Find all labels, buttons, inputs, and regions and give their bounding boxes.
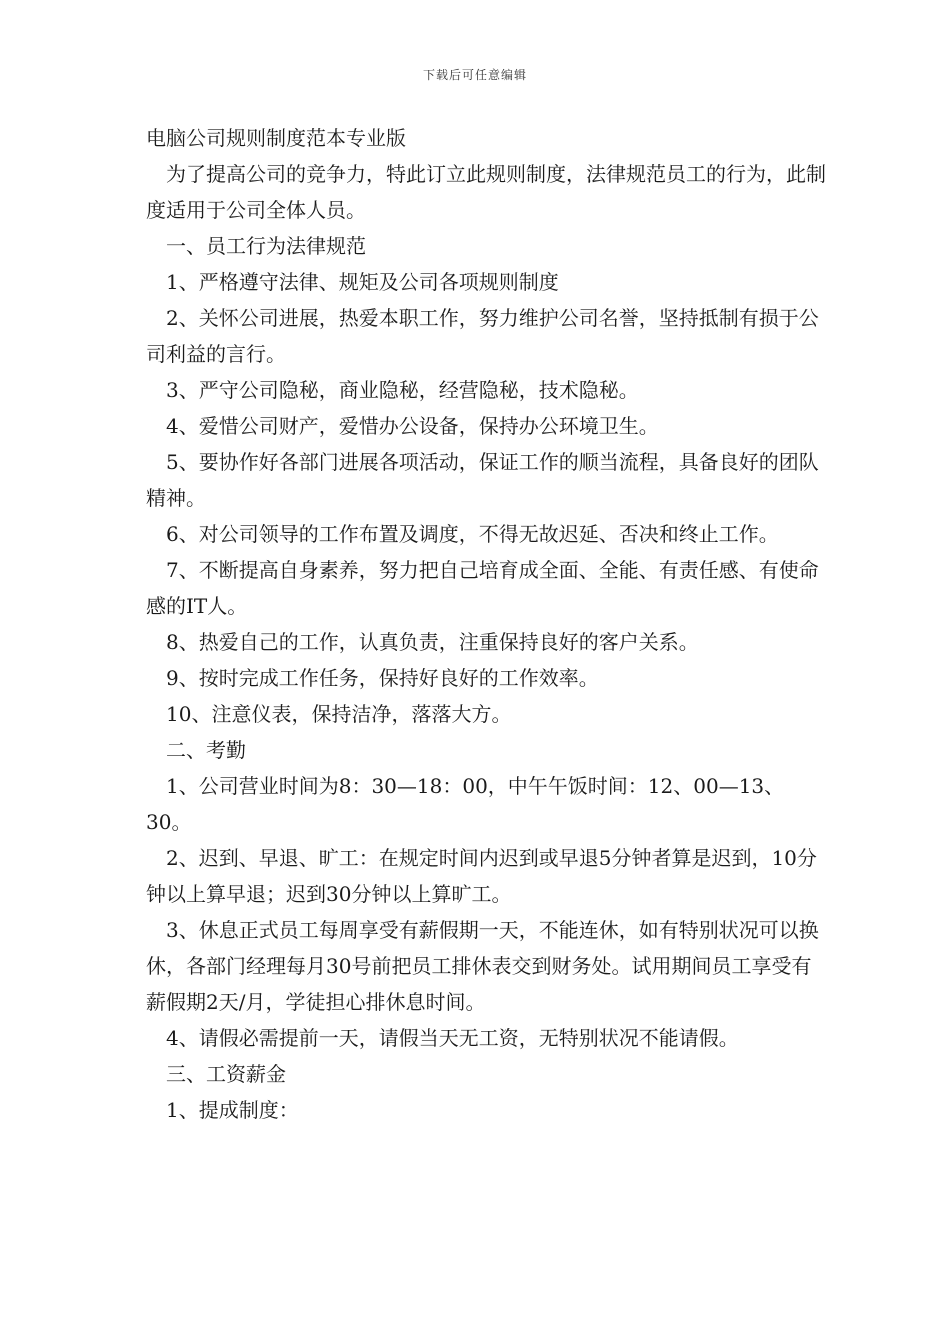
section-heading-conduct: 一、员工行为法律规范 [166,234,366,258]
paragraph-item: 3、休息正式员工每周享受有薪假期一天，不能连休，如有特别状况可以换休，各部门经理每月30号前把员工排休表交到财务处。试用期间员工享受有薪假期2天/月，学徒担心排休息时间。 [146,918,819,1014]
section-heading-attendance: 二、考勤 [166,738,246,762]
paragraph-item: 6、对公司领导的工作布置及调度，不得无故迟延、否决和终止工作。 [166,522,779,546]
document-body [146,120,826,1128]
paragraph-item: 4、请假必需提前一天，请假当天无工资，无特别状况不能请假。 [166,1026,739,1050]
paragraph-item: 4、爱惜公司财产，爱惜办公设备，保持办公环境卫生。 [166,414,659,438]
paragraph-item: 2、迟到、早退、旷工：在规定时间内迟到或早退5分钟者算是迟到，10分钟以上算早退；迟到30分钟以上算旷工。 [146,846,817,906]
paragraph-item: 7、不断提高自身素养，努力把自己培育成全面、全能、有责任感、有使命感的IT人。 [146,558,819,618]
document-title: 电脑公司规则制度范本专业版 [146,126,406,150]
section-heading-salary: 三、工资薪金 [166,1062,286,1086]
paragraph-item: 9、按时完成工作任务，保持好良好的工作效率。 [166,666,599,690]
paragraph-item: 5、要协作好各部门进展各项活动，保证工作的顺当流程，具备良好的团队精神。 [146,450,819,510]
paragraph-item: 1、提成制度： [166,1098,299,1122]
paragraph-item: 10、注意仪表，保持洁净，落落大方。 [166,702,512,726]
paragraph-intro: 为了提高公司的竞争力，特此订立此规则制度，法律规范员工的行为，此制度适用于公司全体人员。 [146,162,826,222]
paragraph-item: 1、公司营业时间为8：30—18：00，中午午饭时间：12、00—13、30。 [146,774,785,834]
paragraph-item: 2、关怀公司进展，热爱本职工作，努力维护公司名誉，坚持抵制有损于公司利益的言行。 [146,306,819,366]
page-header-note: 下载后可任意编辑 [422,68,527,82]
paragraph-item: 3、严守公司隐秘，商业隐秘，经营隐秘，技术隐秘。 [166,378,639,402]
paragraph-item: 1、严格遵守法律、规矩及公司各项规则制度 [166,270,559,294]
paragraph-item: 8、热爱自己的工作，认真负责，注重保持良好的客户关系。 [166,630,699,654]
